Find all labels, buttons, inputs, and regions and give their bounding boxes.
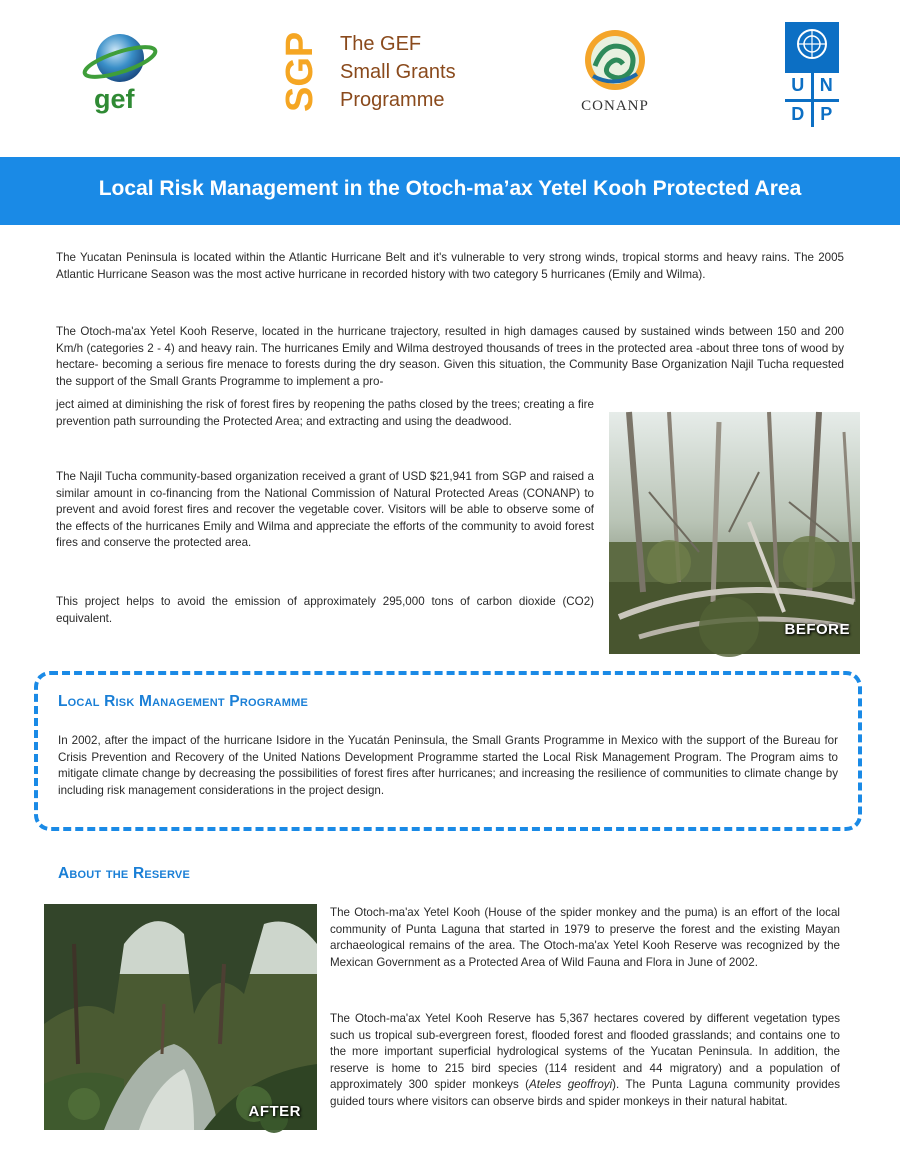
after-photo — [44, 904, 317, 1130]
gef-wordmark: gef — [94, 84, 135, 114]
reserve-paragraph-1: The Otoch-ma'ax Yetel Kooh (House of the spider monkey and the puma) is an effort of the local community of Punta Laguna that started in 1979 to preserve the forest and the existing Mayan archaeological remains of the area. The Otoch-ma'ax Yetel Kooh Reserve was recognized by the Mexican Government as a Protected Area of Wild Fauna and Flora in June of 2002. — [330, 906, 840, 969]
paragraph-emissions: This project helps to avoid the emission of approximately 295,000 tons of carbon dioxide (CO2) equivalent. — [56, 595, 594, 625]
before-label: BEFORE — [784, 621, 850, 638]
paragraph-reserve-damages: The Otoch-ma'ax Yetel Kooh Reserve, located in the hurricane trajectory, resulted in high damages caused by sustained winds between 150 and 200 Km/h (categories 2 - 4) and heavy rain. The hurricanes Emily and Wilma destroyed thousands of trees in the protected area -about three tons of wood by hectare- becoming a serious fire menace to forests during the dry season. Given this situation, the Community Base Organization Najil Tucha requested the support of the Small Grants Programme to implement a pro- — [56, 325, 844, 388]
after-label: AFTER — [248, 1103, 301, 1120]
reserve-paragraph-2-b: ). The Punta Laguna community provides guided tours where visitors can observe birds and spider monkeys in their natural habitat. — [330, 1078, 840, 1108]
paragraph-hurricane-belt: The Yucatan Peninsula is located within the Atlantic Hurricane Belt and it's vulnerable to very strong winds, tropical storms and heavy rains. The 2005 Atlantic Hurricane Season was the most active hurricane in recorded history with two category 5 hurricanes (Emily and Wilma). — [56, 251, 844, 281]
sgp-mark: SGP — [279, 31, 321, 112]
undp-letter-p: P — [814, 102, 840, 128]
undp-logo — [785, 22, 839, 127]
gef-logo — [80, 22, 162, 117]
forest-damage-image — [609, 412, 860, 654]
species-name: Ateles geoffroyi — [529, 1078, 613, 1092]
undp-letter-d: D — [785, 102, 811, 128]
logo-bar — [0, 0, 900, 155]
page-title: Local Risk Management in the Otoch-ma’ax Yetel Kooh Protected Area — [98, 177, 802, 200]
programme-heading: Local Risk Management Programme — [58, 693, 309, 710]
conanp-wordmark: CONANP — [581, 98, 649, 114]
paragraph-grant: The Najil Tucha community-based organization received a grant of USD $21,941 from SGP and raised a similar amount in co-financing from the National Commission of Natural Protected Areas (CONANP) to prevent and avoid forest fires and recover the vegetable cover. Visitors will be able to observe some of the effects of the hurricanes Emily and Wilma and appreciate the efforts of the community to avoid forest fires and conserve the protected area. — [56, 470, 594, 550]
reserve-paragraph-2 — [330, 1011, 840, 1111]
undp-letter-u: U — [785, 73, 811, 99]
title-banner — [0, 157, 900, 225]
sgp-text-line-2: Small Grants — [340, 61, 456, 83]
sgp-logo — [278, 24, 456, 119]
sgp-text-line-3: Programme — [340, 89, 445, 111]
sgp-text-line-1: The GEF — [340, 33, 422, 55]
conanp-logo — [565, 26, 665, 118]
programme-text: In 2002, after the impact of the hurricane Isidore in the Yucatán Peninsula, the Small Grants Programme in Mexico with the support of the Bureau for Crisis Prevention and Recovery of the United Nations Development Programme started the Local Risk Management Program. The Program aims to mitigate climate change by decreasing the possibilities of forest fires after hurricanes; and increasing the resilience of communities to climate change by including risk management considerations in the project design. — [58, 734, 838, 797]
undp-letter-n: N — [814, 73, 840, 99]
before-photo — [609, 412, 860, 654]
reserve-heading: About the Reserve — [58, 865, 190, 882]
reserve-paragraph-2-a: The Otoch-ma'ax Yetel Kooh Reserve has 5,367 hectares covered by different vegetation types such us tropical sub-evergreen forest, flooded forest and flooded grasslands; and contains one to the more important superficial hydrological systems of the Yucatan Peninsula. In addition, the reserve is home to 215 bird species (114 resident and 44 migratory) and a population of approximately 300 spider monkeys ( — [330, 1012, 840, 1092]
un-emblem-icon — [785, 22, 839, 66]
paragraph-reserve-damages-cont: ject aimed at diminishing the risk of forest fires by reopening the paths closed by the trees; creating a fire prevention path surrounding the Protected Area; and extracting and using the deadwood. — [56, 398, 594, 428]
flooded-forest-image — [44, 904, 317, 1130]
